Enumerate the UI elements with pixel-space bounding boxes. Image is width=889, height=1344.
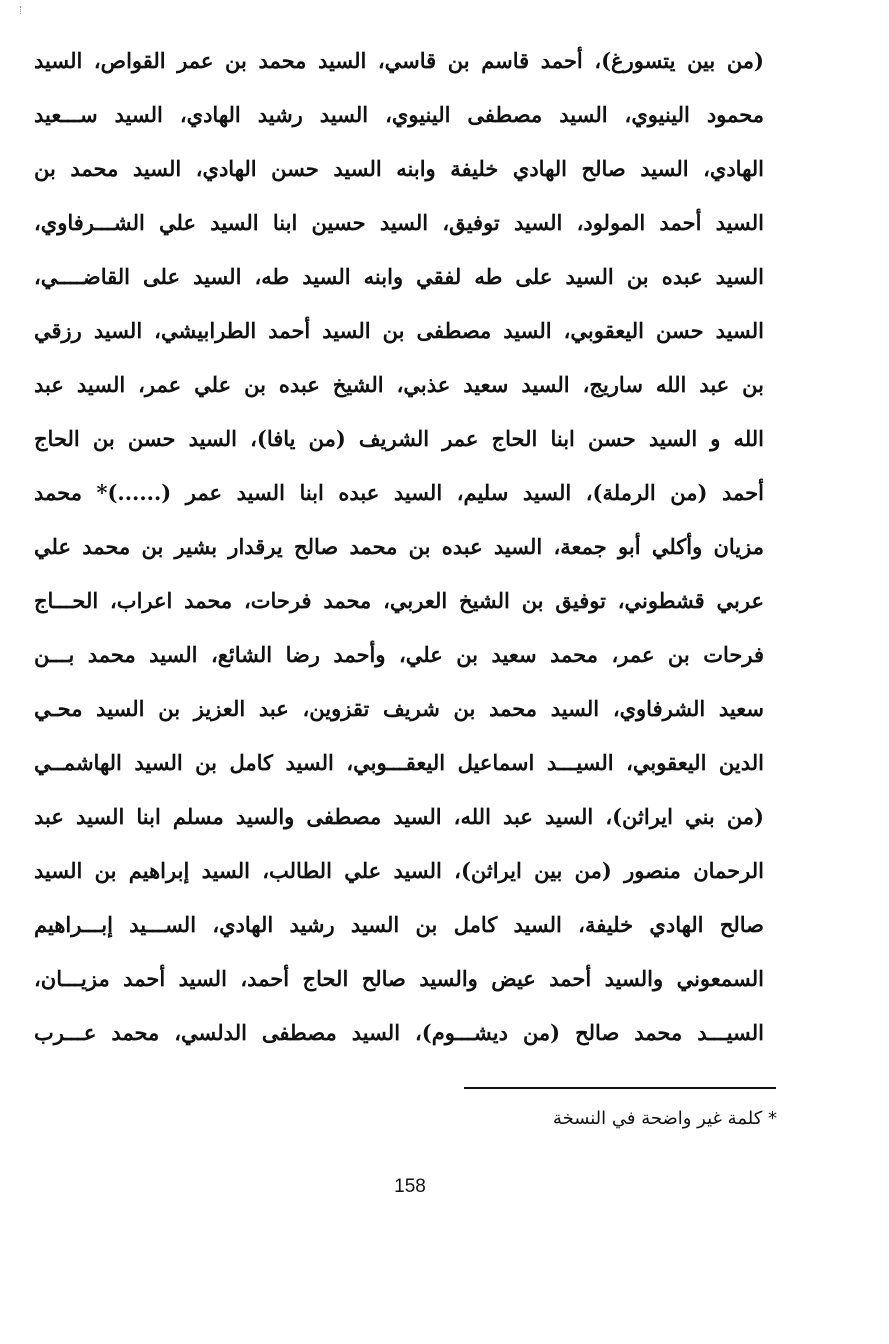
text-line: عربي قشطوني، توفيق بن الشيخ العربي، محمد فرحات، محمد اعراب، الحـــاج (34, 588, 764, 613)
text-line: الدين اليعقوبي، السيـــد اسماعيل اليعقـــوبي، السيد كامل بن السيد الهاشمــي (34, 750, 764, 775)
text-line: (من بين يتسورغ)، أحمد قاسم بن قاسي، السيد محمد بن عمر القواص، السيد (34, 48, 764, 73)
main-text-block (34, 34, 764, 1060)
text-line: أحمد (من الرملة)، السيد سليم، السيد عبده ابنا السيد عمر (......)* محمد (34, 480, 764, 505)
page-number: 158 (394, 1176, 426, 1197)
text-line: بن عبد الله ساريج، السيد سعيد عذبي، الشيخ عبده بن علي عمر، السيد عبد (34, 372, 764, 397)
footnote: * كلمة غير واضحة في النسخة (552, 1108, 777, 1129)
text-line: صالح الهادي خليفة، السيد كامل بن السيد رشيد الهادي، الســـيد إبـــراهيم (34, 912, 764, 937)
text-line: السمعوني والسيد أحمد عيض والسيد صالح الحاج أحمد، السيد أحمد مزيـــان، (34, 966, 764, 991)
text-line: السيد أحمد المولود، السيد توفيق، السيد حسين ابنا السيد علي الشـــرفاوي، (34, 210, 764, 235)
text-line: سعيد الشرفاوي، السيد محمد بن شريف تقزوين، عبد العزيز بن السيد محـي (34, 696, 764, 721)
footnote-separator (464, 1087, 776, 1089)
scan-artifact-mark (20, 6, 23, 14)
text-line: مزيان وأكلي أبو جمعة، السيد عبده بن محمد صالح يرقدار بشير بن محمد علي (34, 534, 764, 559)
text-line: محمود الينيوي، السيد مصطفى الينيوي، السيد رشيد الهادي، السيد ســـعيد (34, 102, 764, 127)
text-line: الهادي، السيد صالح الهادي خليفة وابنه السيد حسن الهادي، السيد محمد بن (34, 156, 764, 181)
text-line: الرحمان منصور (من بين ايراثن)، السيد علي الطالب، السيد إبراهيم بن السيد (34, 858, 764, 883)
text-line: الله و السيد حسن ابنا الحاج عمر الشريف (من يافا)، السيد حسن بن الحاج (34, 426, 764, 451)
text-line: السيد عبده بن السيد على طه لفقي وابنه السيد طه، السيد على القاضــــي، (34, 264, 764, 289)
text-line: السيد حسن اليعقوبي، السيد مصطفى بن السيد أحمد الطرابيشي، السيد رزقي (34, 318, 764, 343)
text-line: السيـــد محمد صالح (من ديشـــوم)، السيد مصطفى الدلسي، محمد عـــرب (34, 1020, 764, 1045)
text-line: (من بني ايراثن)، السيد عبد الله، السيد مصطفى والسيد مسلم ابنا السيد عبد (34, 804, 764, 829)
text-line: فرحات بن عمر، محمد سعيد بن علي، وأحمد رضا الشائع، السيد محمد بـــن (34, 642, 764, 667)
